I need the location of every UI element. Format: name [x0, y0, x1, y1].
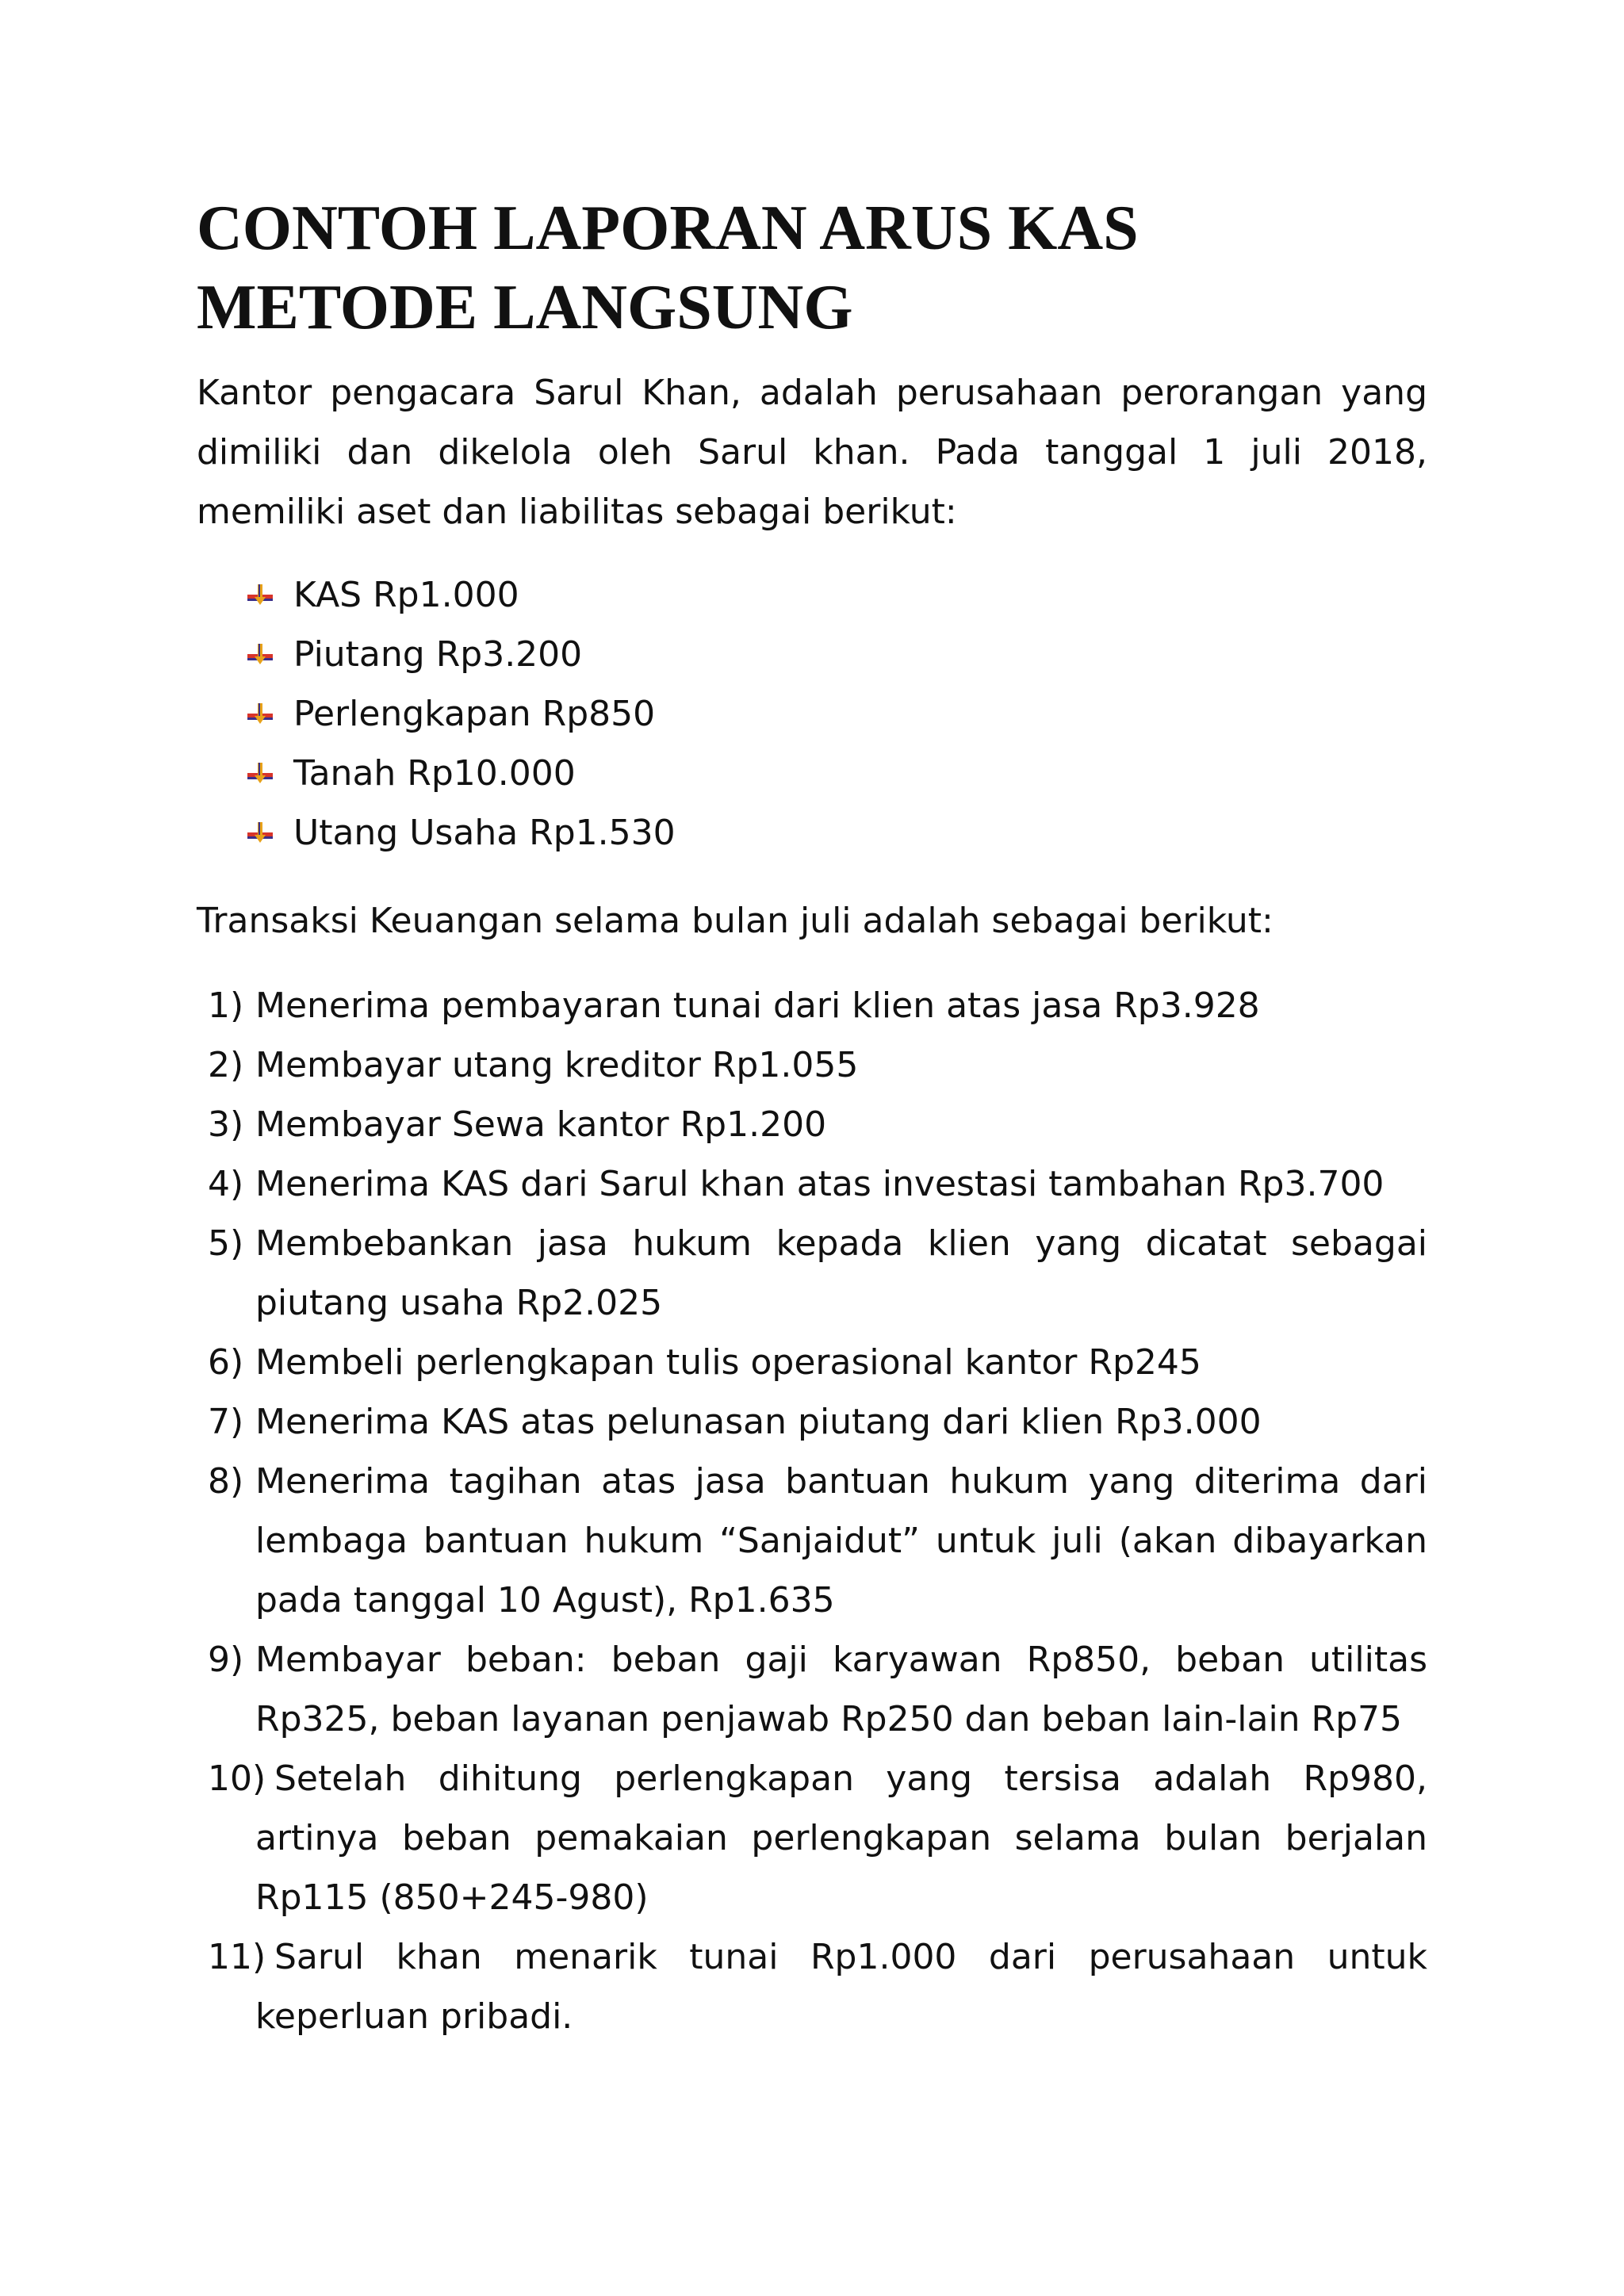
transaction-text: Membebankan jasa hukum kepada klien yang dicatat sebagai piutang usaha Rp2.025	[255, 1223, 1427, 1323]
transaction-item	[197, 1749, 1427, 1927]
transaction-text: Membayar beban: beban gaji karyawan Rp850, beban utilitas Rp325, beban layanan penjawab Rp250 dan beban lain-lain Rp75	[255, 1640, 1427, 1739]
transaction-text: Sarul khan menarik tunai Rp1.000 dari perusahaan untuk keperluan pribadi.	[255, 1937, 1427, 2037]
asset-item	[246, 565, 1427, 625]
transaction-text: Menerima KAS atas pelunasan piutang dari klien Rp3.000	[255, 1402, 1262, 1442]
transaction-item	[197, 1927, 1427, 2046]
intro-paragraph: Kantor pengacara Sarul Khan, adalah perusahaan perorangan yang dimiliki dan dikelola oleh Sarul khan. Pada tanggal 1 juli 2018, memiliki aset dan liabilitas sebagai berikut:	[197, 373, 1427, 532]
arrow-cross-bullet-icon	[246, 819, 274, 848]
transaction-list	[197, 976, 1427, 2046]
asset-item	[246, 744, 1427, 803]
transaction-number: 9)	[208, 1640, 244, 1680]
transaction-item	[197, 1154, 1427, 1214]
transaction-number: 1)	[208, 985, 244, 1026]
arrow-cross-bullet-icon	[246, 641, 274, 669]
transaction-text: Menerima pembayaran tunai dari klien atas jasa Rp3.928	[255, 985, 1260, 1026]
asset-label: Utang Usaha Rp1.530	[293, 813, 676, 853]
transaction-item	[197, 976, 1427, 1035]
arrow-cross-bullet-icon	[246, 700, 274, 729]
transaction-number: 4)	[208, 1164, 244, 1204]
transaction-number: 6)	[208, 1342, 244, 1383]
transaction-item	[197, 1035, 1427, 1095]
asset-label: Tanah Rp10.000	[293, 753, 576, 794]
transaction-number: 8)	[208, 1461, 244, 1502]
transaction-text: Membeli perlengkapan tulis operasional kantor Rp245	[255, 1342, 1201, 1383]
asset-item	[246, 625, 1427, 684]
transaction-number: 10)	[208, 1758, 266, 1799]
document-page	[197, 189, 1427, 2046]
title-line-1: CONTOH LAPORAN ARUS KAS	[197, 193, 1139, 263]
transaction-number: 7)	[208, 1402, 244, 1442]
transaction-number: 5)	[208, 1223, 244, 1264]
transaction-number: 2)	[208, 1045, 244, 1085]
transaction-text: Menerima tagihan atas jasa bantuan hukum yang diterima dari lembaga bantuan hukum “Sanjaidut” untuk juli (akan dibayarkan pada tanggal 10 Agust), Rp1.635	[255, 1461, 1427, 1621]
transaction-item	[197, 1630, 1427, 1749]
transaction-item	[197, 1452, 1427, 1630]
transaction-text: Menerima KAS dari Sarul khan atas investasi tambahan Rp3.700	[255, 1164, 1385, 1204]
asset-item	[246, 803, 1427, 863]
title-line-2: METODE LANGSUNG	[197, 273, 853, 342]
transaction-item	[197, 1333, 1427, 1392]
transaction-item	[197, 1095, 1427, 1154]
transactions-intro: Transaksi Keuangan selama bulan juli adalah sebagai berikut:	[197, 901, 1274, 941]
document-title	[197, 189, 1427, 347]
arrow-cross-bullet-icon	[246, 760, 274, 788]
arrow-cross-bullet-icon	[246, 581, 274, 610]
transaction-text: Setelah dihitung perlengkapan yang tersisa adalah Rp980, artinya beban pemakaian perlengkapan selama bulan berjalan Rp115 (850+245-980)	[255, 1758, 1427, 1918]
transaction-number: 3)	[208, 1104, 244, 1145]
asset-label: KAS Rp1.000	[293, 575, 519, 615]
transaction-text: Membayar Sewa kantor Rp1.200	[255, 1104, 827, 1145]
asset-label: Perlengkapan Rp850	[293, 694, 656, 734]
asset-list	[197, 565, 1427, 863]
asset-label: Piutang Rp3.200	[293, 634, 583, 675]
asset-item	[246, 684, 1427, 744]
transaction-text: Membayar utang kreditor Rp1.055	[255, 1045, 859, 1085]
transaction-number: 11)	[208, 1937, 266, 1977]
transaction-item	[197, 1392, 1427, 1452]
transaction-item	[197, 1214, 1427, 1333]
